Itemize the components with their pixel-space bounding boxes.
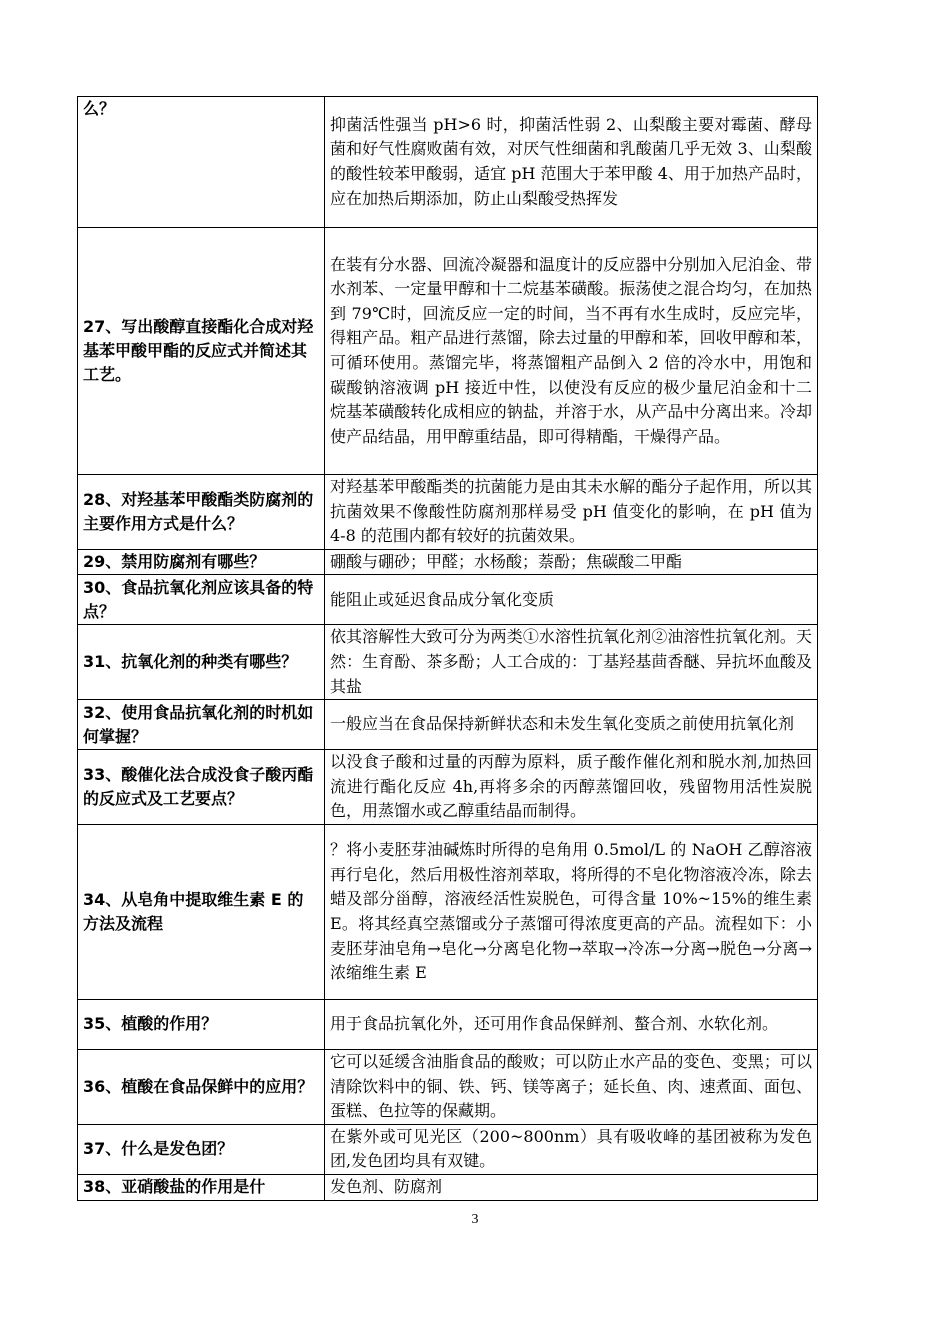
table-row [78,999,818,1049]
table-row [78,97,818,228]
question-cell: 34、从皂角中提取维生素 E 的方法及流程 [78,824,325,999]
table-row [78,549,818,575]
answer-cell: 对羟基苯甲酸酯类的抗菌能力是由其未水解的酯分子起作用，所以其抗菌效果不像酸性防腐剂那样易受 pH 值变化的影响，在 pH 值为 4-8 的范围内都有较好的抗菌效果。 [325,475,818,550]
qa-table [77,96,818,1201]
question-cell: 27、写出酸醇直接酯化合成对羟基苯甲酸甲酯的反应式并简述其工艺。 [78,228,325,475]
answer-cell: 一般应当在食品保持新鲜状态和未发生氧化变质之前使用抗氧化剂 [325,700,818,750]
answer-cell: 在装有分水器、回流冷凝器和温度计的反应器中分别加入尼泊金、带水剂苯、一定量甲醇和十二烷基苯磺酸。振荡使之混合均匀，在加热到 79℃时，回流反应一定的时间，当不再有水生成时，反应完毕，得粗产品。粗产品进行蒸馏，除去过量的甲醇和苯，回收甲醇和苯，可循环使用。蒸馏完毕，将蒸馏粗产品倒入 2 倍的冷水中，用饱和碳酸钠溶液调 pH 接近中性，以使没有反应的极少量尼泊金和十二烷基苯磺酸转化成相应的钠盐，并溶于水，从产品中分离出来。冷却使产品结晶，用甲醇重结晶，即可得精酯，干燥得产品。 [325,228,818,475]
question-cell: 29、禁用防腐剂有哪些？ [78,549,325,575]
question-cell: 33、酸催化法合成没食子酸丙酯的反应式及工艺要点？ [78,750,325,825]
table-row [78,1124,818,1174]
question-cell: 35、植酸的作用？ [78,999,325,1049]
question-cell: 37、什么是发色团？ [78,1124,325,1174]
question-cell: 30、食品抗氧化剂应该具备的特点？ [78,575,325,625]
answer-cell: 它可以延缓含油脂食品的酸败；可以防止水产品的变色、变黑；可以清除饮料中的铜、铁、钙、镁等离子；延长鱼、肉、速煮面、面包、蛋糕、色拉等的保藏期。 [325,1049,818,1124]
answer-cell: 抑菌活性强当 pH>6 时，抑菌活性弱 2、山梨酸主要对霉菌、酵母菌和好气性腐败菌有效，对厌气性细菌和乳酸菌几乎无效 3、山梨酸的酸性较苯甲酸弱，适宜 pH 范围大于苯甲酸 4、用于加热产品时，应在加热后期添加，防止山梨酸受热挥发 [325,97,818,228]
answer-cell: ？将小麦胚芽油碱炼时所得的皂角用 0.5mol/L 的 NaOH 乙醇溶液再行皂化，然后用极性溶剂萃取，将所得的不皂化物溶液冷冻，除去蜡及部分甾醇，溶液经活性炭脱色，可得含量 10%~15%的维生素 E。将其经真空蒸馏或分子蒸馏可得浓度更高的产品。流程如下：小麦胚芽油皂角→皂化→分离皂化物→萃取→冷冻→分离→脱色→分离→浓缩维生素 E [325,824,818,999]
answer-cell: 以没食子酸和过量的丙醇为原料，质子酸作催化剂和脱水剂,加热回流进行酯化反应 4h,再将多余的丙醇蒸馏回收，残留物用活性炭脱色，用蒸馏水或乙醇重结晶而制得。 [325,750,818,825]
answer-cell: 在紫外或可见光区（200~800nm）具有吸收峰的基团被称为发色团,发色团均具有双键。 [325,1124,818,1174]
table-row [78,750,818,825]
question-cell: 32、使用食品抗氧化剂的时机如何掌握？ [78,700,325,750]
answer-cell: 发色剂、防腐剂 [325,1174,818,1200]
answer-cell: 能阻止或延迟食品成分氧化变质 [325,575,818,625]
page-number: 3 [471,1212,479,1227]
table-row [78,1049,818,1124]
table-row [78,228,818,475]
question-cell: 38、亚硝酸盐的作用是什 [78,1174,325,1200]
question-cell: 36、植酸在食品保鲜中的应用？ [78,1049,325,1124]
table-row [78,625,818,700]
question-cell: 28、对羟基苯甲酸酯类防腐剂的主要作用方式是什么？ [78,475,325,550]
question-cell: 31、抗氧化剂的种类有哪些？ [78,625,325,700]
question-cell: 么？ [78,97,325,228]
table-row [78,575,818,625]
table-row [78,475,818,550]
answer-cell: 用于食品抗氧化外，还可用作食品保鲜剂、螯合剂、水软化剂。 [325,999,818,1049]
answer-cell: 依其溶解性大致可分为两类①水溶性抗氧化剂②油溶性抗氧化剂。天然：生育酚、茶多酚；人工合成的：丁基羟基茴香醚、异抗坏血酸及其盐 [325,625,818,700]
table-row [78,700,818,750]
answer-cell: 硼酸与硼砂；甲醛；水杨酸；萘酚；焦碳酸二甲酯 [325,549,818,575]
table-row [78,1174,818,1200]
table-row [78,824,818,999]
